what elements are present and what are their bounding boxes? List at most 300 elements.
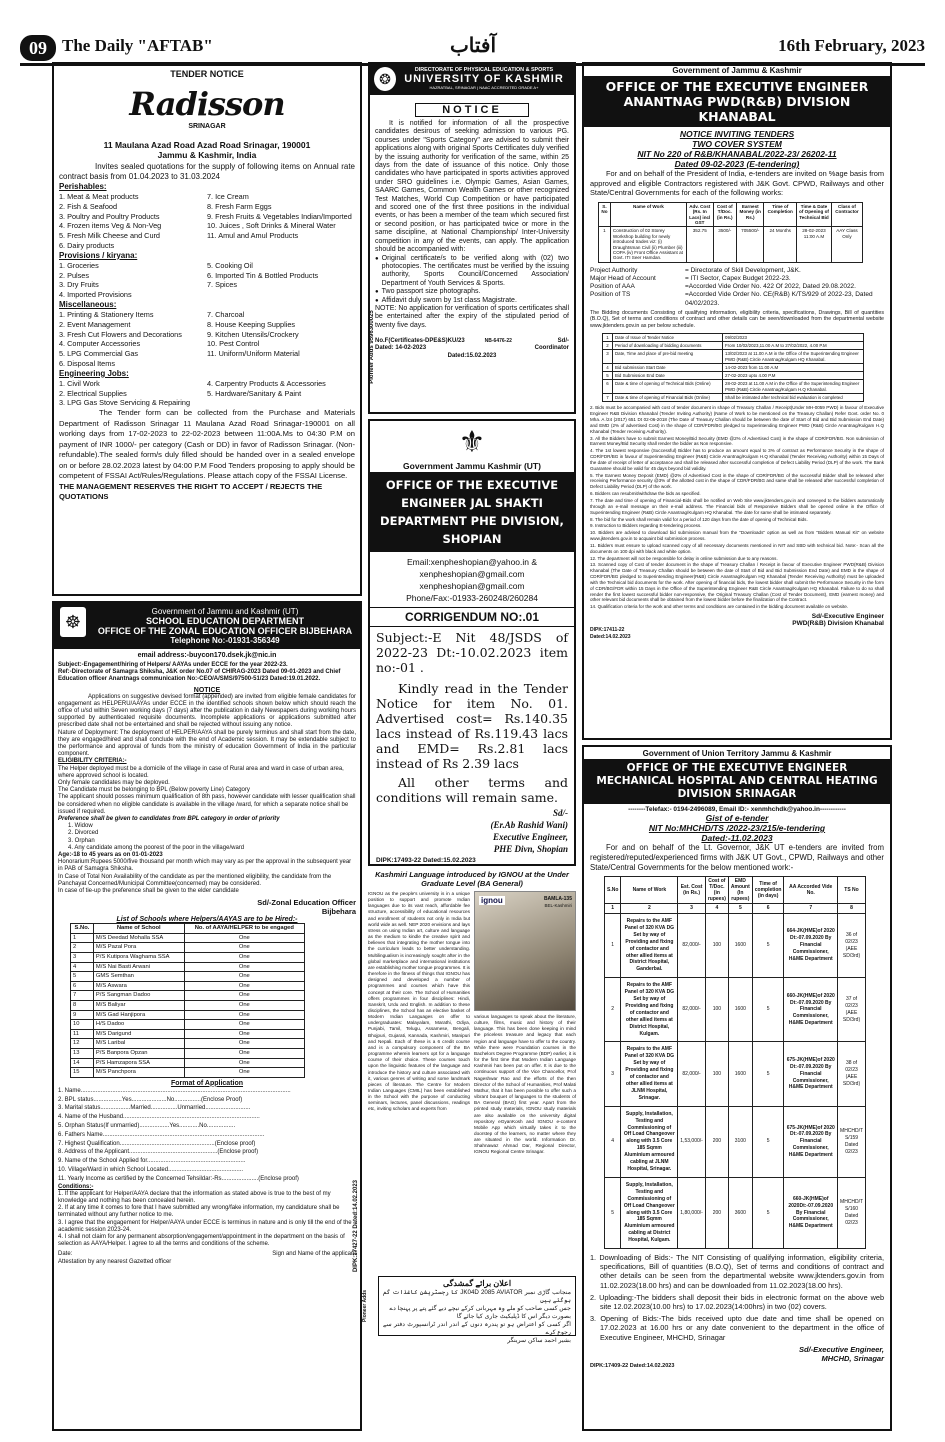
- mh-col-number: 7: [784, 904, 838, 914]
- mh-nit: NIT No:MHCHD/TS /2022-23/215/e-tendering: [648, 823, 826, 833]
- radisson-item: 8. House Keeping Supplies: [207, 319, 296, 329]
- zeo-email: email address:-buycon170.dsek.jk@nic.in: [137, 652, 277, 659]
- mh-table-header: Est. Cost (in Rs.): [678, 877, 706, 904]
- mh-sd: Sd/-Executive Engineer,: [798, 1344, 884, 1354]
- table-row: [71, 1010, 305, 1020]
- js-email3: xenpheshopian@gmail.com: [419, 581, 525, 591]
- table-cell: 200: [705, 1106, 728, 1177]
- radisson-item: 4. Imported Provisions: [59, 290, 132, 300]
- zeo-list-title: List of Schools where Helpers/AAYAS are to be Hired:-: [116, 916, 298, 924]
- zeo-sign-place: Bijbehara: [321, 907, 356, 917]
- radisson-item: 10. Pest Control: [207, 339, 260, 349]
- table-cell: 660-JK(HME)of 2020 Dt:-07.09.2020 By Financial Commissioner, H&ME Department: [784, 978, 838, 1042]
- zeo-pref-head: Preference shall be given to candidates from BPL category in order of priority: [58, 816, 280, 823]
- table-cell: M/S Darigund: [93, 1029, 184, 1039]
- urdu-side-ad: Pioneer Adds: [362, 1289, 369, 1323]
- js-corrigendum-title: CORRIGENDUM NO:.01: [370, 607, 574, 627]
- radisson-item: 1. Groceries: [59, 260, 99, 270]
- table-cell: 13: [71, 1049, 94, 1059]
- zeo-notice-title: NOTICE: [193, 686, 221, 694]
- ignou-code: BAMLA-135: [543, 896, 572, 902]
- zeo-p4: In case of tie-up the preference shall be given to the elder candidate: [58, 888, 239, 895]
- zeo-sign-applicant: Sign and Name of the applicant: [272, 1251, 356, 1258]
- pwd-nit-title: NOTICE INVITING TENDERS: [679, 129, 795, 139]
- table-cell: 5: [752, 913, 784, 977]
- ignou-col1: IGNOU as the people's university is in a unique position to support and promote Indian languages due to its vast reach, affordable fee structure, accessibility of educational resources and enrollment of students not only in India but world wide as well. NEP 2020 envisions and lays stress on using Indian art, culture and language as the medium to kindle the creative spirit and believes that integrating the mother tongue into the curriculum leads to better understanding. Multilingualism is increasingly sought after in the global marketplace and international institutions are establishing mother tongue programmes. It is therefore in the fitness of things that IGNOU has designed and developed a number of programmes and courses which have this concept at their core. The School of Humanities offers programmes in four disciplines: Hindi, Sanskrit, Urdu and English. In addition to these disciplines, the School has an elective basket of Modern Indian Languages on offer to undergraduates: Malayalam, Marathi, Odiya, Punjabi, Tamil, Telugu, Assamese, Bengali, Bhojpuri, Gujarati, Kannada, Kashmiri, Manipuri and Nepali. Each of these is a 6 credit course and is a compulsory component of the BA programme wherein learners opt for a language course of their choice. These courses touch upon the linguistic features of the language and introduce the history and culture associated with it, various genres of writing and some landmark pieces of literature. The Centre for Modern Indian Languages (CMIL) has been established in the School with the purpose of conducting seminars, lectures, panel discussions, readings etc, inviting scholars and experts from: [368, 891, 470, 1112]
- js-email: Email:xenpheshopian@yahoo.in &: [406, 557, 538, 567]
- zeo-p3: In Case of Total Non Availability of the candidate as per the mentioned eligibility, the candidate from the Panchayat Concerned/Municipal Committee(concerned) may be considered.: [58, 873, 332, 887]
- table-cell: 352.75: [687, 227, 714, 262]
- pwd-intro: For and on behalf of the President of India, e-tenders are invited on %age basis from approved and eligible Contractors registered with J&K Govt. CPWD, Railways and other State/Central Governments for each of the following works:: [590, 169, 884, 198]
- form-line: 9. Name of the School Applied for...........................................................: [58, 1158, 246, 1165]
- radisson-group-left: [59, 379, 207, 408]
- table-row: [603, 341, 864, 349]
- mh-clause: 3. Opening of Bids:-The bids received upto due date and time shall be opened on 17.02.2023 at 16.00 hrs or any date convenient to the department in the office of Executive Engineer, MHCHD, Srinagar: [590, 1314, 884, 1342]
- table-cell: One: [184, 1010, 304, 1020]
- js-phone: Phone/Fax:-01933-260248/260284: [406, 593, 538, 603]
- table-cell: 13/02/2023 at 11.00 A.M in the Office of the Superintending Engineer PWD (R&B) Circle Anantnag/Kulgam HQ Khanabal.: [723, 350, 864, 364]
- radisson-city: SRINAGAR: [188, 123, 226, 130]
- table-row: [71, 1049, 305, 1059]
- schools-table-header: S.No.: [71, 924, 94, 934]
- table-cell: 14-02-2023 from 11.00 A.M: [723, 363, 864, 371]
- pwd-table-header: Time of Completion: [764, 202, 797, 227]
- ku-bullet-text: Affidavit duly sworn by 1st class Magistrate.: [381, 296, 517, 304]
- table-cell: 36 of 02/23 (AEE SD/3rd): [838, 913, 866, 977]
- bullet-icon: ●: [375, 255, 379, 262]
- table-cell: 675-JK(HME)of 2020 Dt:-07.09.2020 By Financial Commissioner, H&ME Department: [784, 1106, 838, 1177]
- radisson-address: 11 Maulana Azad Road Azad Road Srinagar, 190001: [103, 140, 311, 150]
- table-cell: 37 of 02/23 (AEE SD/3rd): [838, 978, 866, 1042]
- condition-item: 2. If at any time it comes to fore that I have submitted any wrong/fake information, my candidature shall be terminated without any further notice to me.: [58, 1205, 340, 1219]
- table-cell: 28-02-2023 at 11.00 A.M in the Office of the Superintending Engineer PWD (R&B) Circle Anantnag/Kulgam H.Q Khanabal.: [723, 380, 864, 394]
- ku-bullet-text: Two passport size photographs.: [381, 288, 481, 296]
- table-cell: AAY Class Only: [831, 227, 862, 262]
- mh-clause: 1. Downloading of Bids:- The NIT Consisting of qualifying information, eligibility criteria, specifications, Bill of quantities (B.O.Q), Set of terms and conditions of contract and other details can be seen from the departmental website www.jktenders.gov.in from 11.02.2023(18.00 hrs) and can be downloaded from 11.02.2023(18.00 hrs).: [590, 1253, 884, 1290]
- radisson-item: 5. Cooking Oil: [207, 260, 253, 270]
- mh-col-number: 2: [621, 904, 678, 914]
- table-cell: 5: [603, 372, 613, 380]
- pwd-schedule-table: [602, 333, 864, 403]
- mh-intro: For and on behalf of the Lt. Governor, J&K UT e-tenders are invited from registered/reputed/experienced firms with J&K UT Govt., CPWD, Railways and other State/Central Governments for the below mentioned work:-: [590, 843, 884, 872]
- table-cell: Date & time of opening of Technical Bids (Online): [613, 380, 723, 394]
- table-cell: 664-JK(HME)of 2020 Dt:-07.09.2020 By Financial Commissioner, H&ME Department: [784, 913, 838, 977]
- js-dipk: DIPK:17493-22 Dated:15.02.2023: [376, 857, 476, 864]
- table-row: [71, 953, 305, 963]
- table-cell: One: [184, 962, 304, 972]
- table-row: [71, 962, 305, 972]
- form-line: 4. Name of the Husband..................................................................................: [58, 1114, 260, 1121]
- js-body: Kindly read in the Tender Notice for item No. 01. Advertised cost= Rs.140.35 lacs instead of Rs.119.43 lacs and EMD= Rs.2.81 lacs instead of Rs 2.39 lacs: [376, 681, 568, 771]
- kashmir-university-notice: [368, 62, 576, 414]
- radisson-item: 8. Fresh Farm Eggs: [207, 201, 272, 211]
- pwd-clause: 5. The Earnest Money Deposit (EMD) @2% of Advertised Cost in the shape of CDR/FDR/BG of the successful Bidder shall be released after receiving Performance security @3% of the allotted cost in the shape of CDR/FDR/BG and same shall be released after successful completion of Defect Liability Period (DLP) of the work.: [590, 472, 884, 490]
- table-row: [605, 1042, 866, 1106]
- zeo-date-label: Date:: [58, 1251, 73, 1258]
- zeo-bijbehara-notice: [52, 601, 362, 1431]
- radisson-item: 10. Juices , Soft Drinks & Mineral Water: [207, 221, 336, 231]
- radisson-item: [207, 290, 355, 300]
- form-line: 2. BPL status.................Yes.....................No................(Enclose Proof): [58, 1096, 243, 1103]
- mh-gov: Government of Union Territory Jammu & Kashmir: [642, 749, 832, 758]
- table-row: [71, 1020, 305, 1030]
- table-cell: One: [184, 933, 304, 943]
- table-cell: 09/02/2023: [723, 333, 864, 341]
- radisson-item: 7. Ice Cream: [207, 192, 249, 201]
- table-cell: One: [184, 1020, 304, 1030]
- ku-footer: [375, 338, 569, 352]
- table-cell: Supply, Installation, Testing and Commissioning of Off Load Changeover along with 3.5 Core 185 Sqmm Aluminium armoured cabling at District Hospital, Kulgam.: [621, 1177, 678, 1248]
- mh-table-header: Cost of T/Doc. (in rupees): [705, 877, 728, 904]
- js-name: (Er.Ab Rashid Wani): [490, 820, 568, 830]
- pwd-dipk: DIPK:17411-22: [590, 627, 625, 634]
- table-cell: M/S Panchpora: [93, 1068, 184, 1078]
- table-row: [71, 981, 305, 991]
- table-cell: 3100: [728, 1106, 752, 1177]
- pwd-gov: Government of Jammu & Kashmir: [672, 66, 802, 75]
- table-cell: 9: [71, 1010, 94, 1020]
- table-cell: Date & time of opening of Financial Bids (Online): [613, 394, 723, 402]
- table-row: [71, 991, 305, 1001]
- table-cell: 100: [705, 978, 728, 1042]
- mh-table-header: S.No: [605, 877, 621, 904]
- pwd-info-row: [590, 275, 884, 283]
- table-cell: MHCHD/T S/159 Dated 02/23: [838, 1106, 866, 1177]
- table-cell: Repairs to the AMF Panel of 320 KVA DG Set by way of Providing and fixing of contactor and other allied items at JLNM Hospital, Srinagar.: [621, 1042, 678, 1106]
- pwd-clause: 12. The department will not be responsible for delay in online submission due to any reasons.: [590, 555, 778, 561]
- pwd-clause: 10. Bidders are advised to download bid submission manual from the "Downloads" option as well as from "Bidders Manual Kit" on website www.jktenders.gov.in to acquaint bid submission process.: [590, 530, 884, 542]
- radisson-item: 9. Kitchen Utensils/Crockery: [207, 329, 299, 339]
- ku-body: It is notified for information of all the prospective candidates desirous of seeking admission to various PG. courses under "Sports Category" are advised to submit their applications along with original Sports Certificates duly verified by the issuing authority for verification of the same, within 25 days from the date of issuance of this notice. Only those candidates who have participated in sports activities approved under SRO guidelines i.e. Olympic Games, Asian Games, SAARC Games, Common Wealth Games or other recognized Test Matches, World Cup Competition or have participated and scored one of the first three positions in the individual events, or has been a member of the team which secured first or second position, or has participated twice or more in the same discipline, at National Championship/ Inter-University competition in any of the events, can apply. The application should be accompanied with:: [375, 120, 569, 254]
- radisson-item: 1. Meat & Meat products: [59, 192, 139, 201]
- mh-col-number: 5: [728, 904, 752, 914]
- pwd-clause: 6. Bidders can resubmit/withdraw the bids as specified.: [590, 491, 701, 497]
- radisson-group-head: Provisions / kiryana:: [59, 250, 138, 260]
- pwd-clauses: [590, 405, 884, 610]
- table-cell: 4: [71, 962, 94, 972]
- pwd-info-value: =Accorded Vide Order No. CE(R&B) K/TS/929 of 2022-23, Dated 04/02/2023.: [685, 291, 873, 307]
- ku-bullets: [375, 255, 569, 305]
- emblem-icon: ☸: [60, 607, 86, 637]
- ku-emblem-icon: ❂: [374, 67, 396, 91]
- pwd-table-header: Time & Date of Opening of Technical Bid: [797, 202, 832, 227]
- table-cell: GMS Semthan: [93, 972, 184, 982]
- radisson-item: 6. Dairy products: [59, 240, 115, 250]
- table-cell: M/S Aswara: [93, 981, 184, 991]
- radisson-group-head: Engineering Jobs:: [59, 368, 129, 378]
- pwd-info-value: = ITI Sector, Capex Budget 2022-23.: [685, 275, 791, 283]
- table-row: [71, 943, 305, 953]
- pwd-p1: The Bidding documents Consisting of qualifying information, eligibility criteria, specifications, Drawings, Bill of quantities (B.O.Q), Set of terms and conditions of contract and other details can be seen/downloaded from the departmental website www.jktenders.gov.in as per below schedule.: [590, 309, 884, 330]
- mh-table-header: TS No: [838, 877, 866, 904]
- ku-dated: Dated: 14-02-2023: [375, 345, 427, 352]
- table-row: [605, 913, 866, 977]
- zeo-subject: Subject:-Engagement/hiring of Helpers/ AAYAs under ECCE for the year 2022-23.: [58, 662, 288, 668]
- form-line: 8. Address of the Applicant.....................................................(Enclose proof): [58, 1149, 259, 1156]
- pwd-clause: 9. Instruction to Bidders regarding E-tendering process.: [590, 523, 702, 529]
- table-cell: Bid submission Start Date: [613, 363, 723, 371]
- zeo-side-dipk: DIPK:17427-22 Dated:14.02.2023: [352, 1179, 359, 1273]
- table-cell: 1,53,000/-: [678, 1106, 706, 1177]
- radisson-group-right: [207, 310, 355, 369]
- table-row: [71, 1058, 305, 1068]
- paper-name: The Daily "AFTAB": [62, 36, 213, 55]
- zeo-age: Age:-18 to 45 years as on 01-01-2023: [58, 852, 163, 859]
- js-subject: Subject:-E Nit 48/JSDS of 2022-23 Dt:-10.02.2023 item no:-01 .: [376, 630, 568, 675]
- mh-office: OFFICE OF THE EXECUTIVE ENGINEER MECHANICAL HOSPITAL AND CENTRAL HEATING DIVISION SRINAGAR: [584, 759, 890, 804]
- mh-dipk: DIPK:17409-22 Dated:14.02.2023: [590, 1362, 675, 1369]
- table-cell: One: [184, 1068, 304, 1078]
- table-cell: 38 of 02/23 (AEE SD/3rd): [838, 1042, 866, 1106]
- table-cell: 11: [71, 1029, 94, 1039]
- table-cell: 3: [71, 953, 94, 963]
- ignou-col2: various languages to speak about the literature, culture, films, music and history of their language. This has been done keeping in mind the priceless treasure and legacy that each region and language have to offer to the country. While there were Foundation courses in the Bachelors Degree Programme (BDP) earlier, it is for the first time that Modern Indian Language Kashmiri has been put on offer. It is due to the continuous support of the Vice Chancellor, Prof Nageshwar Rao and the efforts of the then Director of the School of Humanities, Prof Malati Mathur, that it has been possible to offer such a vibrant bouquet of languages to the students of BA General (BAG) first year. Apart from the printed study materials, IGNOU study materials are also available on the university digital repository eGyanKosh and IGNOU e-content Mobile App which virtually takes it to the doorstep of the learners, no matter where they are situated in the world. Information Dr. Shahnawaz Ahmad Dar, Regional Director, IGNOU Regional Centre Srinagar.: [474, 1014, 576, 1155]
- mh-desig: MHCHD, Srinagar: [821, 1353, 884, 1363]
- zeo-gov: Government of Jammu and Kashmir (UT): [151, 607, 299, 616]
- pwd-sd: Sd/-Executive Engineer: [811, 613, 884, 621]
- table-cell: MHCHD/T S/160 Dated 02/23: [838, 1177, 866, 1248]
- table-cell: 5: [752, 1106, 784, 1177]
- form-line: 7. Highest Qualification.........................................................(Enclose proof): [58, 1140, 256, 1147]
- table-cell: 5: [752, 1042, 784, 1106]
- radisson-group-items: [59, 192, 355, 251]
- table-row: [71, 933, 305, 943]
- urdu-line: بصورت دیگر اس کا ڈپلیکیٹ جاری کیا جائے گا: [456, 1313, 571, 1320]
- table-cell: M/S Deedad Mohalla SSA: [93, 933, 184, 943]
- mh-dated: Dated:-11.02.2023: [701, 833, 773, 843]
- form-line: 10. Village/Ward in which School Located.............................................: [58, 1166, 244, 1173]
- zeo-p1: Applications on suggestive devised format (appended) are invited from eligible female candidates for engagement as HELPERU/AAYAs under ECCE in the identified schools shown below which should reach the office of u/sd within Seven working days (7 days) after the publication in daily Newspapers during working hours supported by authenticated requisite documents. Incomplete applications or applications submitted after prescribed date shall not be entertained and shall be rejected without issuing any notice.: [58, 693, 356, 729]
- urdu-line: بشیر احمد ساکن سرینگر: [507, 1337, 571, 1344]
- pwd-office: OFFICE OF THE EXECUTIVE ENGINEER ANANTNAG PWD(R&B) DIVISION KHANABAL: [584, 76, 890, 127]
- ignou-sub: BEL-Kashmiri: [544, 903, 572, 908]
- radisson-item: 2. Pulses: [59, 270, 90, 280]
- schools-table: [70, 923, 305, 1078]
- radisson-group-right: [207, 192, 355, 251]
- radisson-body: The Tender form can be collected from the Purchase and Materials Department of Radisson Srinagar 11 Maulana Azad Road Srinagar-190001 on all working days from 17-02-2023 to 22-02-2023 between 11:00A.Ms to 04:30 P.M on payment of INR 1000/- per category (Cash or DD) in favor of Radisson Srinagar. (Non- refundable).The sealed form/s duly filled should be handed over in a sealed envelope on or before 28.02.2023 latest by 04:00 P.M Food Tenders proposing to apply should be competent of FSSAI Act/Rules/Regulations. Please attach copy of the FSSAI License.: [59, 408, 355, 481]
- table-cell: Period of downloading of bidding documents: [613, 341, 723, 349]
- zeo-pref-item: 4. Any candidate among the poorest of the poor in the village/ward: [68, 844, 245, 851]
- ignou-article: [368, 870, 576, 1270]
- table-cell: 1600: [728, 913, 752, 977]
- ku-name: UNIVERSITY OF KASHMIR: [404, 73, 564, 85]
- ku-sd: Sd/-: [557, 338, 569, 345]
- table-cell: 14: [71, 1058, 94, 1068]
- pwd-clause: 13. Scanned copy of Cost of tender document in the shape of Treasury Challan / Receipt in favour of Executive Engineer PWD(R&B) Division Khanabal (The Date of Treasury Challan should be between the date of Start of Bid and Bid Submission End Date) and EMD in the shape of CDR/FDR/BG pledged to Superintending Engineer(R&B) Circle Anantnag/Kulgam HQ Khanabal (Tender Receiving Authority) must be uploaded with the Technical bid documents for the work. After opening of financial bids, the lowest bidder shall submit the Performance Security in the form of CDR/BG/FDR within 15 Days in the Office of the Superintending Engineer R&B Circle Anantnag/Kulgam HQ Khanabal. Failure to do so shall render the first lowest successful bidder non-responsive, the Original Treasury Challan (Cost of Tender Document), EMD (earnest money) and other relevant bid documents shall be obtained from the lowest bidder before the finalization of the Contract.: [590, 562, 884, 603]
- pwd-table-header: Earnest Money (in Rs.): [737, 202, 764, 227]
- table-cell: Bid Submission End Date: [613, 372, 723, 380]
- masthead: [20, 33, 925, 63]
- table-cell: Repairs to the AMF Panel of 320 KVA DG Set by way of Providing and fixing of contactor and other allied items at District Hospital, Kulgam.: [621, 978, 678, 1042]
- pwd-table-header: Name of Work: [610, 202, 686, 227]
- zeo-pref-list: [58, 823, 356, 852]
- zeo-attestation: Attestation by any nearest Gazetted officer: [58, 1258, 172, 1265]
- mh-clause: 2. Uploading:-The bidders shall deposit their bids in electronic format on the above web site 12.02.2023(10.00 hrs) to 17.02.2023(14:00hrs) in two (02) covers.: [590, 1292, 884, 1312]
- ku-ref-no: No.F(Certificates-DPE&S)KU/23: [375, 338, 465, 345]
- pwd-dipk-date: Dated:14.02.2023: [590, 634, 631, 641]
- pwd-desig: PWD(R&B) Division Khanabal: [792, 620, 884, 628]
- mh-col-number: 1: [605, 904, 621, 914]
- pwd-clause: 7. The date and time of opening of Financial-Bids shall be notified on Web Site www.jktenders.gov.in and conveyed to the bidders automatically through an e-mail message on their e-mail address. The Financial bids of Responsive Bidders shall be opened online in the Office of Superintending Engineer (R&B) Circle Anantnag/Kulgam HQ Khanabal. The date for same shall be intimated separately.: [590, 497, 884, 515]
- table-cell: 4: [605, 1106, 621, 1177]
- table-cell: M/S Pazal Pora: [93, 943, 184, 953]
- mh-clauses: [590, 1253, 884, 1342]
- ku-note: NOTE: No application for verification of sports certificates shall be entertained after the expiry of the stipulated period of twenty five days.: [375, 304, 569, 329]
- table-cell: 1: [605, 913, 621, 977]
- table-cell: 3: [603, 350, 613, 364]
- table-cell: One: [184, 1049, 304, 1059]
- mh-works-table: [604, 876, 866, 1249]
- pwd-info-label: Position of AAA: [590, 283, 635, 291]
- pwd-info: [590, 267, 884, 308]
- table-cell: 1600: [728, 1042, 752, 1106]
- condition-item: 3. I agree that the engagement for Helper/AAYA under ECCE is terminus in nature and is only till the end of the academic session 2023-24.: [58, 1219, 352, 1233]
- condition-item: 4. I shall not claim for any permanent absorption/engagement/appointment in the department on the basis of selection as AAYA/Helper. I agree to all the terms and conditions of the scheme.: [58, 1233, 345, 1248]
- urdu-line: جس کسی صاحب کو ملے وہ مہربانی کرکے نیچے دیے گئے پتے پر پہنچا دے: [389, 1305, 571, 1312]
- pwd-table-header: Class of Contractor: [831, 202, 862, 227]
- table-cell: 1: [71, 933, 94, 943]
- radisson-item: 5. Hardware/Sanitary & Paint: [207, 388, 302, 398]
- table-cell: P/S Hamzapora SSA: [93, 1058, 184, 1068]
- table-row: [71, 1068, 305, 1078]
- mh-contact: --------Telefax:- 0194-2496089, Email ID:- xenmhchdk@yahoo.in------------: [628, 806, 846, 813]
- table-cell: One: [184, 972, 304, 982]
- radisson-item: 2. Fish & Seafood: [59, 201, 118, 211]
- table-cell: 2: [71, 943, 94, 953]
- table-cell: 10: [71, 1020, 94, 1030]
- js-division: PHE Divn, Shopian: [493, 844, 568, 854]
- radisson-item: [207, 398, 355, 408]
- radisson-item: 11. Amul and Amul Products: [207, 231, 299, 241]
- radisson-item: [207, 241, 355, 251]
- table-cell: 3500/-: [713, 227, 737, 262]
- ku-nb-dated: Dated:15.02.2023: [447, 352, 497, 359]
- table-cell: M/S Baliyar: [93, 1001, 184, 1011]
- table-cell: Date of Issue of Tender Notice: [613, 333, 723, 341]
- table-row: [603, 394, 864, 402]
- ku-bullet-item: [375, 288, 569, 296]
- mh-table-header: Name of Work: [621, 877, 678, 904]
- table-cell: 705500/-: [737, 227, 764, 262]
- ku-bullet-item: [375, 255, 569, 289]
- pwd-clause: 2. Bids must be accompanied with cost of tender document in shape of Treasury Challan / Receipt(Under MH-0059 PWD) in favour of Executive Engineer R&B Division Khanabal (Tender Inviting Authority) (Name of Work to be mentioned on the Treasury Challan) Refer Govt. order No. 0 Mha. A /24 (2017) 651 Dt 02-06-2018 (The Date of Treasury Challan should be between the date of Start of Bid and Bid Submission End Date) and EMD (2% of advertised Cost) in the shape of CDR/FDR/BG pledged to Superintending Engineer PWD (R&B) Circle Anantnag/Kulgam H.Q Khanabal (Tender receiving Authority).: [590, 405, 884, 434]
- zeo-conditions: [58, 1191, 356, 1249]
- table-cell: 24 Months: [764, 227, 797, 262]
- table-cell: 3: [605, 1042, 621, 1106]
- table-cell: Shall be intimated after technical bid evaluation is completed: [723, 394, 864, 402]
- table-cell: One: [184, 943, 304, 953]
- table-cell: M/S Gad Hanjipora: [93, 1010, 184, 1020]
- js-sd: Sd/-: [552, 808, 568, 818]
- ignou-logo: ignou: [481, 896, 503, 905]
- table-cell: 200: [705, 1177, 728, 1248]
- radisson-group-head: Perishables:: [59, 182, 107, 191]
- pwd-dated: Dated 09-02-2023 (E-tendering): [674, 159, 800, 169]
- table-cell: Date, Time and place of pre-bid meeting: [613, 350, 723, 364]
- mh-col-number: 3: [678, 904, 706, 914]
- radisson-group-items: [59, 261, 355, 300]
- radisson-item: 5. Fresh Milk Cheese and Curd: [59, 231, 160, 241]
- table-row: [71, 1039, 305, 1049]
- js-sign-block: [376, 807, 568, 855]
- table-cell: P/S Kutipora Waghama SSA: [93, 953, 184, 963]
- zeo-sign: Sd/-Zonal Education Officer: [257, 898, 356, 908]
- zeo-criteria-item: The applicant should posses minimum qualification of 8th pass, however candidate with lesser qualification shall be considered when no eligible candidate is available in the village /ward, for which a separate notice shall be issued if required.: [58, 794, 356, 815]
- jalshakti-corrigendum: [368, 419, 576, 866]
- mh-table-header: AA Accorded Vide No.: [784, 877, 838, 904]
- table-cell: One: [184, 1039, 304, 1049]
- pwd-clause: 8. The bid for the work shall remain valid for a period of 120 days from the date of opening of Technical Bids.: [590, 516, 808, 522]
- radisson-group-left: [59, 192, 207, 251]
- table-row: [603, 372, 864, 380]
- table-cell: 27-02-2023 upto 4.00 P.M: [723, 372, 864, 380]
- radisson-group-items: [59, 310, 355, 369]
- table-cell: Construction of 02 Storey Workshop building for newly introduced trades viz: (i) Draughtsman Civil (ii) Plumber (iii) COPA (iv) Front Office Assistant at Govt. ITI Seer Hamdan.: [610, 227, 686, 262]
- masthead-logo: آفتاب: [449, 33, 497, 57]
- urdu-lost-notice: [362, 1276, 576, 1344]
- ku-bullet-text: Original certificate/s to be verified along with (02) two photocopies. The certificates must be verified by the issuing authority, Sports Council/Concerned Association/ Department of Youth Services & Sports.: [381, 254, 569, 287]
- radisson-item: 6. Disposal Items: [59, 358, 115, 368]
- mh-gist: Gist of e-tender: [705, 813, 769, 823]
- radisson-item: 6. Imported Tin & Bottled Products: [207, 270, 319, 280]
- form-line: 1. Name..............................................................................................................................: [58, 1087, 291, 1094]
- pwd-table-header: S. No: [599, 202, 611, 227]
- table-cell: M/S Nai Basti Arwani: [93, 962, 184, 972]
- radisson-intro: Invites sealed quotations for the supply of following items on Annual rate contract basis from 01.04.2023 to 31.03.2024: [59, 162, 355, 181]
- radisson-group-items: [59, 379, 355, 408]
- pwd-info-row: [590, 291, 884, 307]
- radisson-item: 9. Fresh Fruits & Vegetables Indian/Imported: [207, 211, 352, 221]
- table-cell: 6: [603, 380, 613, 394]
- table-cell: P/S Banpora Opzan: [93, 1049, 184, 1059]
- table-row: [603, 380, 864, 394]
- bullet-icon: ●: [375, 297, 379, 304]
- pwd-works-table: [598, 202, 863, 263]
- pwd-cover: TWO COVER SYSTEM: [692, 139, 782, 149]
- table-row: [603, 363, 864, 371]
- table-cell: 15: [71, 1068, 94, 1078]
- js-gov: Government Jammu Kashmir (UT): [403, 461, 541, 471]
- pwd-nit-no: NIT No 220 of R&B/KHANABAL/2022-23/ 26202-11: [637, 149, 837, 159]
- radisson-group-left: [59, 261, 207, 300]
- table-cell: Supply, Installation, Testing and Commissioning of Off Load Changeover along with 3.5 Core 185 Sqmm Aluminium armoured cabling at JLNM Hospital, Srinagar.: [621, 1106, 678, 1177]
- table-row: [71, 1001, 305, 1011]
- table-cell: One: [184, 1001, 304, 1011]
- radisson-group-right: [207, 379, 355, 408]
- bullet-icon: ●: [375, 289, 379, 296]
- pwd-info-label: Project Authority: [590, 266, 638, 274]
- zeo-criteria-head: ELIGIBILITY CRITERIA:-: [58, 758, 127, 765]
- table-cell: M/S Laribal: [93, 1039, 184, 1049]
- table-row: [605, 1177, 866, 1248]
- table-cell: 5: [71, 972, 94, 982]
- radisson-item-groups: [59, 182, 355, 408]
- table-cell: 5: [752, 1177, 784, 1248]
- js-desig: Executive Engineer,: [493, 832, 568, 842]
- table-cell: 82,000/-: [678, 1042, 706, 1106]
- radisson-item: 2. Event Management: [59, 319, 131, 329]
- table-cell: 1600: [728, 978, 752, 1042]
- table-cell: 1: [599, 227, 611, 262]
- zeo-criteria-item: The Candidate must be belonging to BPL (Below poverty Line) Category: [58, 787, 250, 794]
- pwd-table-header: Cost of T/Doc. (in Rs.): [713, 202, 737, 227]
- js-office: OFFICE OF THE EXECUTIVE ENGINEER JAL SHAKTI DEPARTMENT PHE DIVISION, SHOPIAN: [370, 472, 574, 552]
- pwd-info-row: [590, 267, 884, 275]
- form-line: 6. Fathers Name.................................................................................................: [58, 1131, 265, 1138]
- pwd-clause: 3. All the Bidders have to submit Earnest Money/Bid Security (EMD @2% of Advertised Cost) in the shape of CDR/FDR/BG. Non submission of Earnest Money/Bid Security shall render the bidder as Non responsive.: [590, 435, 884, 447]
- radisson-item: 7. Spices: [207, 280, 238, 290]
- urdu-head: اعلان برائے گمشدگی: [442, 1279, 512, 1288]
